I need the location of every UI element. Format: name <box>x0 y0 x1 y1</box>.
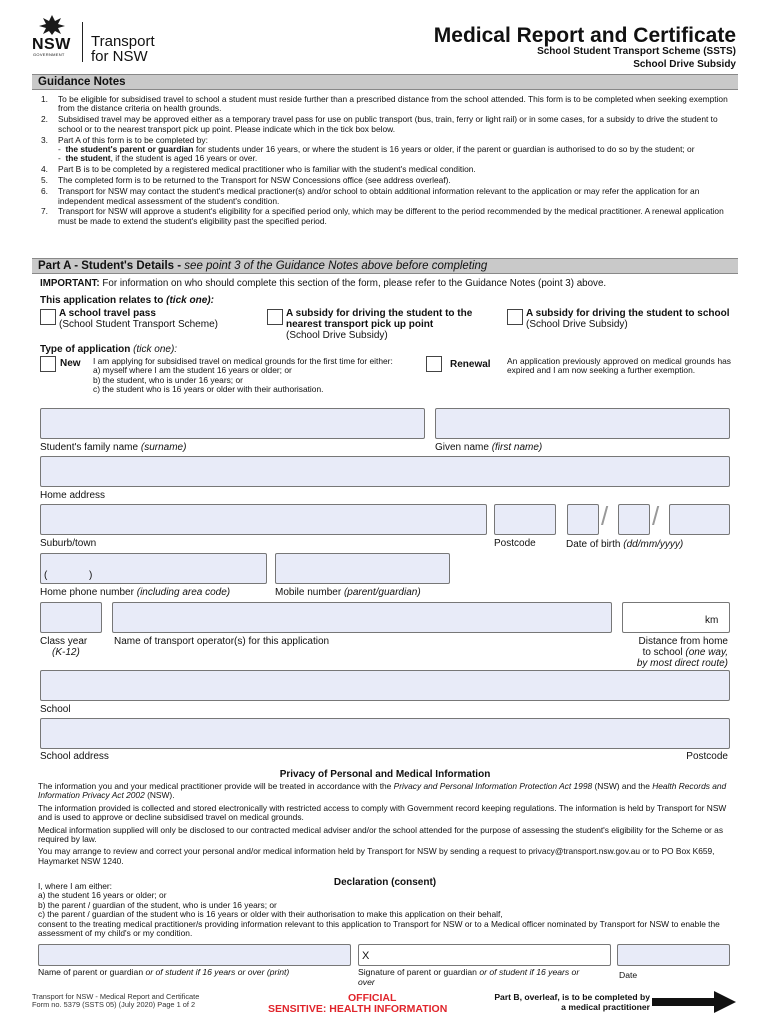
privacy-text: The information you and your medical practitioner provide will be treated in accordance with the Privacy and Personal Information Protection Act 1998 (NSW) and the Health Records and Information Privacy Act 2002 (NSW). The information provided is collected and stored electronically with restricted access to comply with Government record keeping regulations. The information is held by Transport for NSW and is used to approve or decline subsidised travel on medical grounds. Medical information supplied will only be disclosed to our contracted medical adviser and/or the school attended for the purpose of assessing the student's eligibility for the Scheme or as required by law. You may arrange to review and correct your personal and/or medical information held by Transport for NSW by sending a request to privacy@transport.nsw.gov.au or to PO Box K659, Haymarket NSW 1240. <box>38 781 727 866</box>
school-travel-pass-checkbox[interactable] <box>40 309 56 325</box>
km-unit: km <box>705 615 719 626</box>
pickup-point-subsidy-label: A subsidy for driving the student to the nearest transport pick up point (School Drive Subsidy) <box>286 308 473 342</box>
school-address-label: School address <box>40 751 109 762</box>
family-name-label: Student's family name (surname) <box>40 442 187 453</box>
guidance-item: 6. Transport for NSW may contact the student's medical practioner(s) and/or school to obtain additional information relevant to the application or may refer the application for an independent medical assessment of the student's condition. <box>41 186 700 206</box>
logo-transport-line1: Transport <box>91 33 155 50</box>
page-title: Medical Report and Certificate <box>433 24 736 47</box>
sensitive-health-label: SENSITIVE: HEALTH INFORMATION <box>268 1003 448 1015</box>
dob-year-input[interactable] <box>669 504 730 535</box>
privacy-heading: Privacy of Personal and Medical Information <box>279 769 491 780</box>
guidance-heading: Guidance Notes <box>32 74 738 90</box>
drive-to-school-subsidy-label: A subsidy for driving the student to school (School Drive Subsidy) <box>526 308 730 331</box>
transport-operator-label: Name of transport operator(s) for this application <box>114 636 330 647</box>
renewal-checkbox[interactable] <box>426 356 442 372</box>
part-a-heading: Part A - Student's Details - see point 3 of the Guidance Notes above before completing <box>32 258 738 274</box>
suburb-input[interactable] <box>40 504 487 535</box>
important-note: IMPORTANT: For information on who should complete this section of the form, please refer to the Guidance Notes (point 3) above. <box>40 278 607 289</box>
school-label: School <box>40 704 71 715</box>
new-description: I am applying for subsidised travel on medical grounds for the first time for either: a) myself where I am the student 16 years or older; or b) the student, who is under 16 years; or c) the student who is 16 years or older with their authorisation. <box>93 356 393 395</box>
date-label: Date <box>619 970 638 980</box>
mobile-label: Mobile number (parent/guardian) <box>275 587 421 598</box>
page-subtitle-1: School Student Transport Scheme (SSTS) <box>537 46 736 57</box>
home-phone-input[interactable] <box>40 553 267 584</box>
area-code-paren-close: ) <box>89 570 93 581</box>
given-name-label: Given name (first name) <box>435 442 543 453</box>
guidance-item: 5. The completed form is to be returned to the Transport for NSW Concessions office (see address overleaf). <box>41 175 451 186</box>
area-code-paren-open: ( <box>44 570 48 581</box>
type-of-application-label: Type of application (tick one): <box>40 344 178 355</box>
mobile-input[interactable] <box>275 553 450 584</box>
parent-name-label: Name of parent or guardian or of student if 16 years or over (print) <box>38 967 290 977</box>
renewal-label: Renewal <box>450 359 491 370</box>
postcode-label: Postcode <box>494 538 536 549</box>
family-name-input[interactable] <box>40 408 425 439</box>
footer-form-info: Transport for NSW - Medical Report and Certificate Form no. 5379 (SSTS 05) (July 2020) Page 1 of 2 <box>32 992 200 1010</box>
given-name-input[interactable] <box>435 408 730 439</box>
guidance-list <box>38 95 732 228</box>
new-label: New <box>60 358 81 369</box>
dob-month-input[interactable] <box>618 504 650 535</box>
transport-operator-input[interactable] <box>112 602 612 633</box>
logo-divider <box>82 22 83 62</box>
logo-gov-text: GOVERNMENT <box>33 52 65 57</box>
dob-label: Date of birth (dd/mm/yyyy) <box>566 539 684 550</box>
school-postcode-label: Postcode <box>686 751 728 762</box>
school-input[interactable] <box>40 670 730 701</box>
part-b-note: Part B, overleaf, is to be completed by a medical practitioner <box>494 992 650 1012</box>
relates-label: This application relates to (tick one): <box>40 295 214 306</box>
new-application-checkbox[interactable] <box>40 356 56 372</box>
nsw-logo <box>32 14 76 62</box>
pickup-point-subsidy-checkbox[interactable] <box>267 309 283 325</box>
suburb-label: Suburb/town <box>40 538 97 549</box>
home-address-label: Home address <box>40 490 106 501</box>
guidance-item: 7. Transport for NSW will approve a student's eligibility for a specified period only, which may be different to the period recommended by the medical practitioner. A renewal application must be made to extend the student's eligibility past the specified period. <box>41 206 724 226</box>
guidance-item: 1. To be eligible for subsidised travel to school a student must reside further than a prescribed distance from the school attended. This form is to be completed when seeking exemption from the distance criteria on health grounds. <box>41 94 728 114</box>
logo-nsw-text: NSW <box>32 36 71 53</box>
drive-to-school-subsidy-checkbox[interactable] <box>507 309 523 325</box>
guidance-item: 2. Subsidised travel may be approved either as a temporary travel pass for use on public transport (bus, train, ferry or light rail) or in some cases, for a subsidy to drive the student to school or to the nearest transport pick up point. Please indicate which in the tick box below. <box>41 114 718 134</box>
school-travel-pass-label: A school travel pass (School Student Transport Scheme) <box>59 308 218 331</box>
signature-x-mark: X <box>362 950 370 962</box>
renewal-description: An application previously approved on medical grounds has expired and I am now seeking a further exemption. <box>507 356 731 376</box>
home-phone-label: Home phone number (including area code) <box>40 587 231 598</box>
parent-name-input[interactable] <box>38 944 351 966</box>
guidance-item: 3. Part A of this form is to be completed by: - the student's parent or guardian for students under 16 years, or where the student is 16 years or older, if the parent or guardian is authorised to do so by the student; or - the student, if the student is aged 16 years or over. <box>41 134 695 164</box>
date-input[interactable] <box>617 944 730 966</box>
arrow-right-icon <box>652 990 738 1014</box>
logo-transport-line2: for NSW <box>91 48 148 65</box>
guidance-item: 4. Part B is to be completed by a registered medical practitioner who is familiar with the student's medical condition. <box>41 164 476 175</box>
home-address-input[interactable] <box>40 456 730 487</box>
school-address-input[interactable] <box>40 718 730 749</box>
signature-label: Signature of parent or guardian or of student if 16 years or over <box>358 967 580 987</box>
official-label: OFFICIAL <box>348 992 397 1004</box>
distance-label: Distance from home to school (one way, by most direct route) <box>636 636 728 670</box>
dob-separator: / <box>601 501 609 531</box>
declaration-text: I, where I am either: a) the student 16 years or older; or b) the parent / guardian of the student, who is under 16 years; or c) the parent / guardian of the student who is 16 years or older with their authorisation to make this application on their behalf, consent to the treating medical practitioner/s providing information relevant to this application to Transport for NSW or to a Medical officer nominated by Transport for NSW to enable the assessment of my child's or my condition. <box>38 881 720 939</box>
page-subtitle-2: School Drive Subsidy <box>633 59 736 70</box>
class-year-label: Class year (K-12) <box>40 636 88 659</box>
dob-day-input[interactable] <box>567 504 599 535</box>
waratah-icon <box>38 14 66 36</box>
class-year-input[interactable] <box>40 602 102 633</box>
declaration-heading: Declaration (consent) <box>333 877 437 888</box>
dob-separator: / <box>652 501 660 531</box>
postcode-input[interactable] <box>494 504 556 535</box>
signature-field[interactable] <box>358 944 611 966</box>
